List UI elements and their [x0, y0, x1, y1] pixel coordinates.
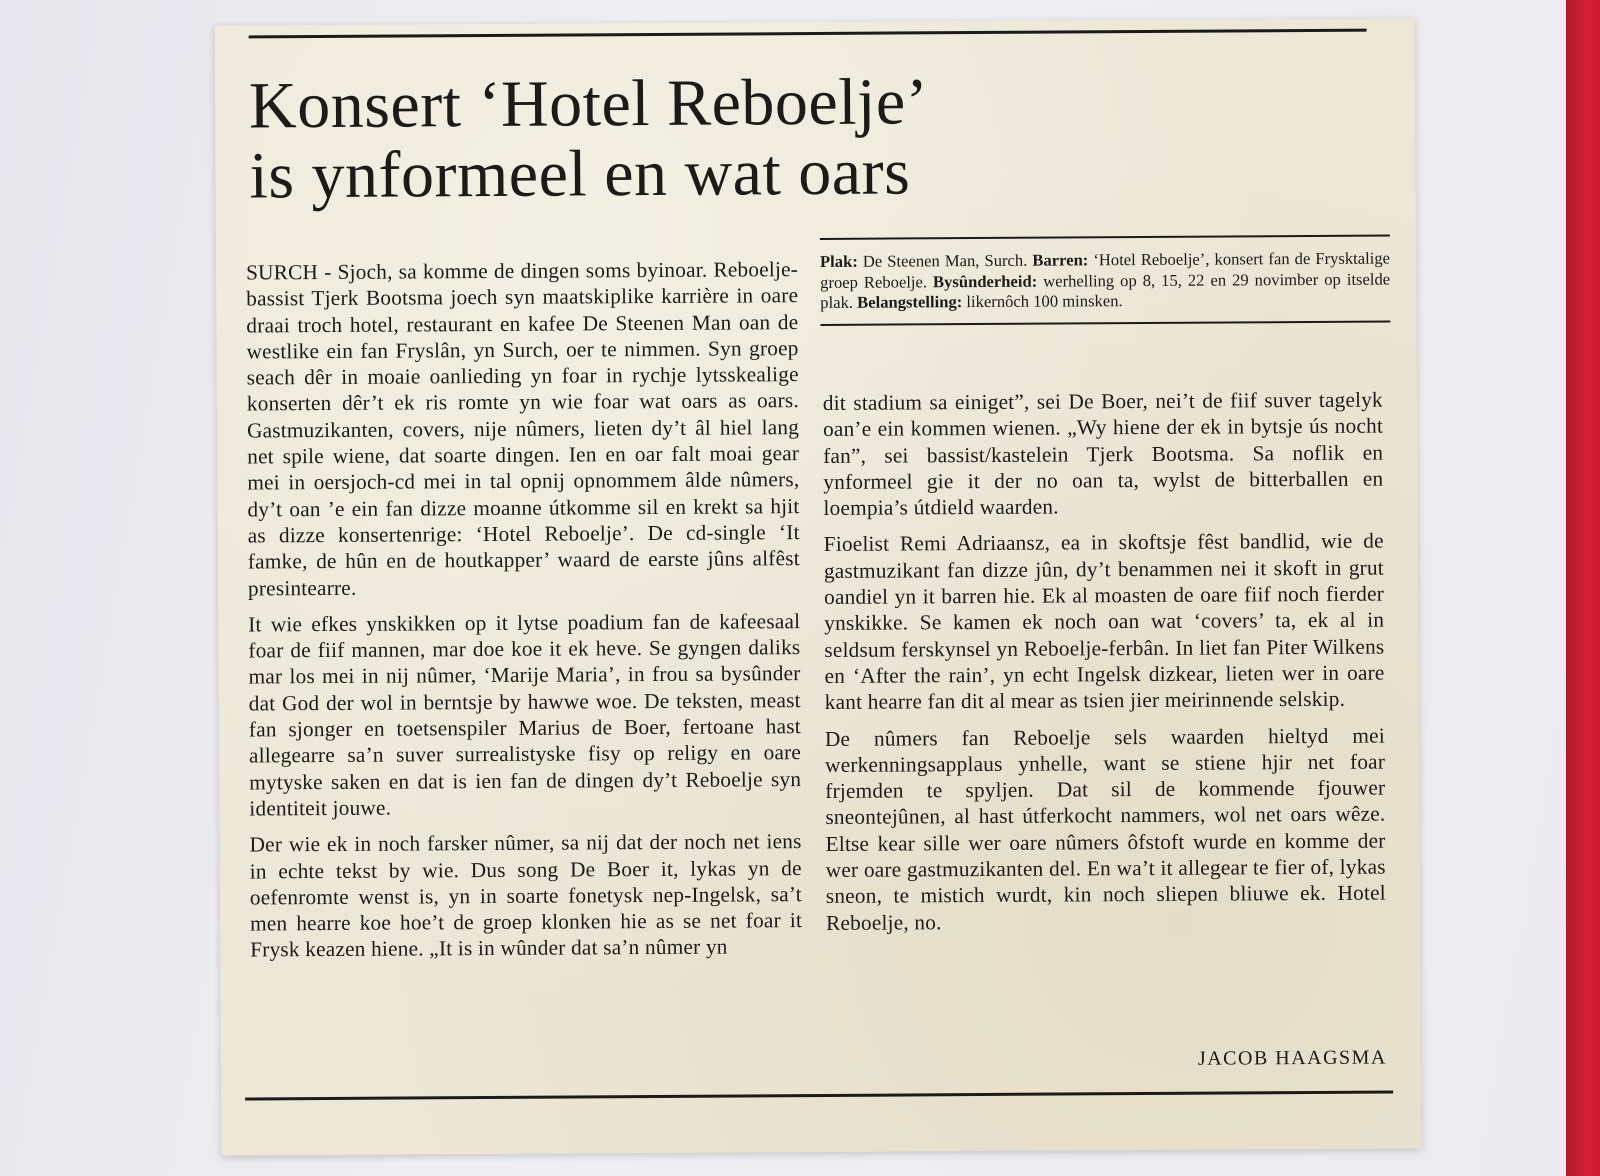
headline [249, 65, 1350, 212]
fact-value-barren: ‘Hotel Reboelje’, konsert fan de Frysktalige groep Reboelje. [820, 248, 1391, 292]
byline: JACOB HAAGSMA [1197, 1046, 1387, 1070]
fact-value-plak: De Steenen Man, Surch. [857, 250, 1033, 271]
paragraph: De nûmers fan Reboelje sels waarden hieltyd mei werkenningsapplaus ynhelle, want se stiene hjir net foar frjemden te spyljen. Dat sil de kommende fjouwer sneontejûnen, al hast útferkocht nammers, wol net oars wêze. Eltse kear sille wer oare nûmers ôfstoft wurde en komme der wer oare gastmuzikanten del. En wa’t it allegear te fier of, lykas sneon, te mistich wurdt, kin noch sliepen bliuwe ek. Hotel Reboelje, no. [824, 723, 1386, 935]
newspaper-clipping [215, 18, 1422, 1155]
top-rule [249, 29, 1367, 39]
article-column-left [246, 256, 802, 973]
fact-label-belangstelling: Belangstelling: [857, 292, 963, 312]
headline-line-2: is ynformeel en wat oars [249, 135, 911, 213]
fact-label-bysunderheid: Bysûnderheid: [932, 271, 1038, 291]
fact-label-plak: Plak: [819, 251, 858, 271]
article-column-right [823, 387, 1386, 946]
paragraph: dit stadium sa einiget”, sei De Boer, nei’t de fiif suver tagelyk oan’e ein kommen wienen. „Wy hiene der ek in bytsje ús nocht fan”, sei bassist/kastelein Tjerk Bootsma. Sa noflik en ynformeel gie it der no oan ta, wylst de bitterballen en loempia’s útdield waarden. [822, 387, 1384, 521]
fact-value-belangstelling: likernôch 100 minsken. [962, 291, 1123, 312]
paragraph: Fioelist Remi Adriaansz, ea in skoftsje fêst bandlid, wie de gastmuzikant fan dizze jûn, dy’t benammen nei it skoft in grut oandiel yn it barren hie. Ek al moasten de oare fiif noch fierder ynskikke. Se kamen ek noch oan wat ‘covers’ ta, ek al in seldsum ferskynsel yn Reboelje-ferbân. In liet fan Piter Wilkens en ‘After the rain’, yn echt Ingelsk dizkear, lieten wer in oare kant hearre fan dit al mear as tsien jier meirinnende selskip. [823, 529, 1385, 715]
fact-box-text [820, 237, 1390, 324]
paragraph: It wie efkes ynskikken op it lytse poadium fan de kafeesaal foar de fiif mannen, mar doe koe it ek heve. Se gyngen daliks mar los mei in nij nûmer, ‘Marije Maria’, in frou sa bysûnder dat God der wol in berntsje by hawwe woe. De teksten, meast fan sjonger en toetsenspiler Marius de Boer, fertoane hast allegearre sa’n suver surrealistyske fisy op religy en oare mytyske saken en dat is ien fan de dingen dy’t Reboelje syn identiteit jouwe. [248, 608, 802, 821]
fact-value-bysunderheid: werhelling op 8, 15, 22 en 29 novimber op itselde plak. [820, 268, 1391, 312]
paragraph: SURCH - Sjoch, sa komme de dingen soms byinoar. Reboelje-bassist Tjerk Bootsma joech syn maatskiplike karrière in oare draai troch hotel, restaurant en kafee De Steenen Man oan de westlike ein fan Fryslân, yn Surch, oer te nimmen. Syn groep seach dêr in moaie oanlieding yn foar in rychje lytsskealige konserten dêr’t ek ris romte yn wie foar wat oars as oars. Gastmuzikanten, covers, nije nûmers, lieten dy’t âl hiel lang net spile wiene, dat soarte dingen. Ien en oar falt moai gear mei in oersjoch-cd mei in tal opnij opnommem âlde nûmers, dy’t oan ’e ein fan dizze moanne útkomme sil en krekt sa hjit as dizze konsertenrige: ‘Hotel Reboelje’. De cd-single ‘It famke, de hûn en de houtkapper’ waard de earste jûns alfêst presintearre. [245, 257, 800, 601]
red-background-edge [1566, 0, 1600, 1176]
fact-box [820, 235, 1391, 326]
fact-label-barren: Barren: [1032, 250, 1089, 270]
headline-line-1: Konsert ‘Hotel Reboelje’ [248, 65, 929, 143]
bottom-rule [245, 1090, 1393, 1100]
paragraph: Der wie ek in noch farsker nûmer, sa nij dat der noch net iens in echte tekst by wie. Dus song De Boer it, lykas yn de oefenromte wenst is, yn in soarte fonetysk nep-Ingelsk, sa’t men hearre koe hoe’t de groep klonken hie as se net foar it Frysk keazen hiene. „It is in wûnder dat sa’n nûmer yn [249, 829, 803, 962]
